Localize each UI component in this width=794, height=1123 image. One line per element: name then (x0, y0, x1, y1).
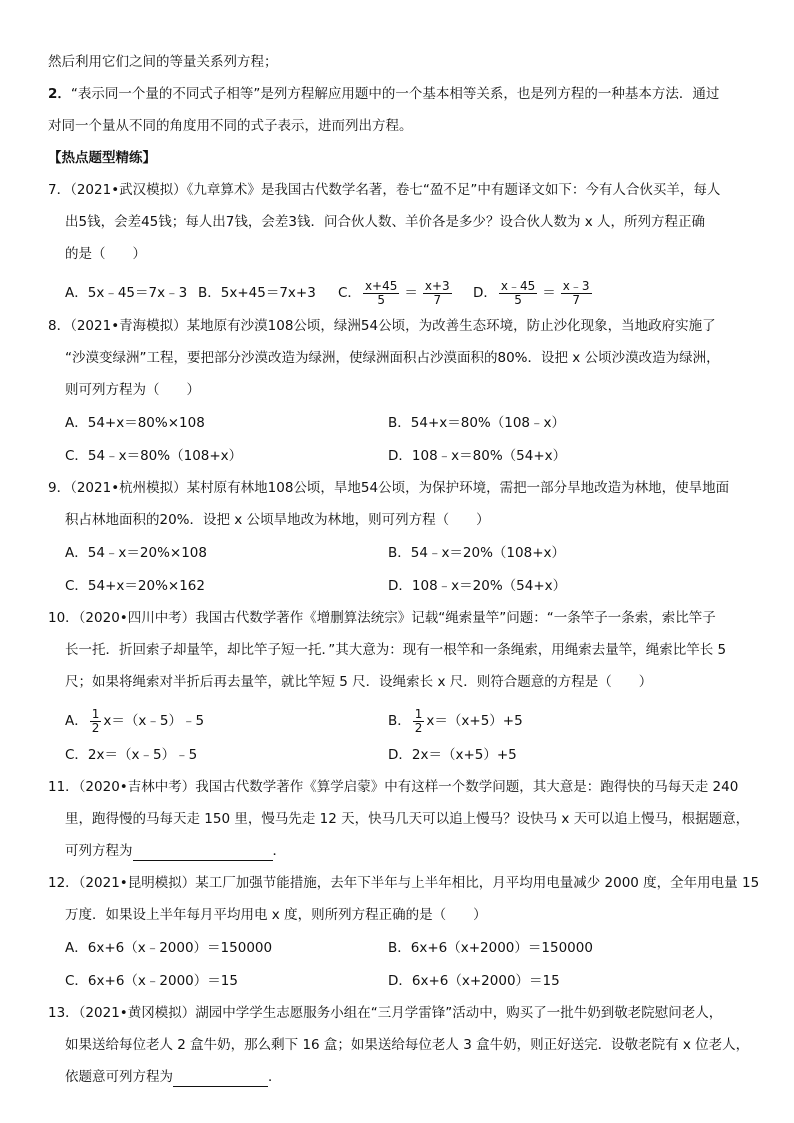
fraction (561, 280, 592, 307)
option-d[interactable] (473, 276, 594, 310)
intro-paragraph-2 (48, 84, 748, 104)
section-title: 【热点题型精练】 (48, 150, 156, 166)
option-a[interactable]: A．54+x＝80%×108 (65, 415, 205, 431)
question-10-line-3: 尺；如果将绳索对半折后再去量竿，就比竿短 5 尺．设绳索长 x 尺．则符合题意的方程是（ ） (65, 674, 653, 690)
option-a[interactable] (65, 704, 204, 738)
numerator: x﹣45 (500, 278, 536, 293)
question-8-line-2: “沙漠变绿洲”工程，要把部分沙漠改造为绿洲，使绿洲面积占沙漠面积的80%．设把 x 公顷沙漠改造为绿洲， (65, 350, 720, 366)
question-8-options-row-2 (48, 445, 748, 467)
option-label: A． (65, 713, 88, 729)
option-a[interactable]: A．5x﹣45＝7x﹣3 (65, 285, 188, 301)
equals-sign: ＝ (404, 285, 418, 301)
paragraph-number: 2． (48, 86, 71, 102)
document-page (48, 52, 760, 1099)
question-12-line-1: 12．（2021•昆明模拟）某工厂加强节能措施，去年下半年与上半年相比，月平均用电量减少 2000 度，全年用电量 15 (48, 875, 760, 891)
option-expression: x＝（x+5）+5 (426, 713, 523, 729)
line-text: 可列方程为 (65, 843, 133, 859)
denominator: 2 (414, 720, 423, 735)
fraction (413, 708, 425, 735)
question-7-line-2: 出5钱，会差45钱；每人出7钱，会差3钱．问合伙人数、羊价各是多少？设合伙人数为 x 人，所列方程正确 (65, 214, 706, 230)
question-10-options-row-2 (48, 744, 748, 766)
option-label: B． (388, 713, 411, 729)
option-label: C． (338, 285, 361, 301)
question-7-line-1: 7．（2021•武汉模拟）《九章算术》是我国古代数学名著，卷七“盈不足”中有题译文如下：今有人合伙买羊，每人 (48, 182, 721, 198)
option-b[interactable]: B．6x+6（x+2000）＝150000 (388, 940, 593, 956)
question-11-line-2: 里，跑得慢的马每天走 150 里，慢马先走 12 天，快马几天可以追上慢马？设快马 x 天可以追上慢马，根据题意， (65, 811, 750, 827)
numerator: x﹣3 (562, 278, 590, 293)
question-8-options-row-1 (48, 412, 748, 434)
question-10-options-row-1 (48, 704, 748, 738)
question-7-line-3: 的是（ ） (65, 246, 146, 262)
question-12-options-row-1 (48, 937, 748, 959)
question-10-line-1: 10．（2020•四川中考）我国古代数学著作《增删算法统宗》记载“绳索量竿”问题：“一条竿子一条索，索比竿子 (48, 610, 716, 626)
question-10-line-2: 长一托．折回索子却量竿，却比竿子短一托．”其大意为：现有一根竿和一条绳索，用绳索去量竿，绳索比竿长 5 (65, 642, 727, 658)
fraction (499, 280, 537, 307)
option-d[interactable]: D．2x＝（x+5）+5 (388, 747, 517, 763)
denominator: 7 (433, 292, 442, 307)
question-13-line-1: 13．（2021•黄冈模拟）湖园中学学生志愿服务小组在“三月学雷锋”活动中，购买了一批牛奶到敬老院慰问老人， (48, 1005, 723, 1021)
numerator: 1 (414, 706, 423, 721)
answer-blank[interactable] (173, 1070, 268, 1087)
option-c[interactable]: C．2x＝（x﹣5）﹣5 (65, 747, 198, 763)
fraction (90, 708, 102, 735)
option-b[interactable]: B．54+x＝80%（108﹣x） (388, 415, 566, 431)
question-12-options-row-2 (48, 970, 748, 992)
option-b[interactable]: B．54﹣x＝20%（108+x） (388, 545, 566, 561)
option-c[interactable]: C．54+x＝20%×162 (65, 578, 205, 594)
option-b[interactable]: B．5x+45＝7x+3 (198, 285, 316, 301)
option-expression: x＝（x﹣5）﹣5 (103, 713, 205, 729)
fraction (363, 280, 399, 307)
answer-blank[interactable] (133, 844, 273, 861)
paragraph-text: “表示同一个量的不同式子相等”是列方程解应用题中的一个基本相等关系，也是列方程的一种基本方法．通过 (70, 86, 720, 102)
question-11-line-1: 11．（2020•吉林中考）我国古代数学著作《算学启蒙》中有这样一个数学问题，其大意是：跑得快的马每天走 240 (48, 779, 739, 795)
option-label: D． (473, 285, 497, 301)
line-end: ． (268, 1069, 282, 1085)
option-c[interactable] (338, 276, 454, 310)
fraction (423, 280, 452, 307)
intro-line: 然后利用它们之间的等量关系列方程； (48, 54, 278, 70)
question-12-line-2: 万度．如果设上半年每月平均用电 x 度，则所列方程正确的是（ ） (65, 907, 487, 923)
question-9-line-1: 9．（2021•杭州模拟）某村原有林地108公顷，旱地54公顷，为保护环境，需把一部分旱地改造为林地，使旱地面 (48, 480, 730, 496)
numerator: x+45 (364, 278, 398, 293)
question-7-options (48, 276, 748, 310)
numerator: 1 (91, 706, 100, 721)
option-b[interactable] (388, 704, 523, 738)
denominator: 2 (91, 720, 100, 735)
option-d[interactable]: D．108﹣x＝20%（54+x） (388, 578, 567, 594)
intro-paragraph-2-cont: 对同一个量从不同的角度用不同的式子表示，进而列出方程。 (48, 118, 413, 134)
denominator: 7 (572, 292, 580, 307)
question-9-options-row-2 (48, 575, 748, 597)
option-c[interactable]: C．54﹣x＝80%（108+x） (65, 448, 243, 464)
question-9-line-2: 积占林地面积的20%．设把 x 公顷旱地改为林地，则可列方程（ ） (65, 512, 490, 528)
question-8-line-1: 8．（2021•青海模拟）某地原有沙漠108公顷，绿洲54公顷，为改善生态环境，防止沙化现象，当地政府实施了 (48, 318, 716, 334)
line-text: 依题意可列方程为 (65, 1069, 173, 1085)
option-d[interactable]: D．6x+6（x+2000）＝15 (388, 973, 560, 989)
option-a[interactable]: A．6x+6（x﹣2000）＝150000 (65, 940, 273, 956)
line-end: ． (272, 843, 286, 859)
question-13-line-3 (48, 1067, 748, 1087)
denominator: 5 (377, 292, 385, 307)
question-9-options-row-1 (48, 542, 748, 564)
denominator: 5 (514, 292, 522, 307)
question-13-line-2: 如果送给每位老人 2 盒牛奶，那么剩下 16 盒；如果送给每位老人 3 盒牛奶，则正好送完．设敬老院有 x 位老人， (65, 1037, 750, 1053)
option-d[interactable]: D．108﹣x＝80%（54+x） (388, 448, 567, 464)
question-11-line-3 (48, 841, 748, 861)
numerator: x+3 (424, 278, 450, 293)
question-8-line-3: 则可列方程为（ ） (65, 382, 200, 398)
option-a[interactable]: A．54﹣x＝20%×108 (65, 545, 207, 561)
option-c[interactable]: C．6x+6（x﹣2000）＝15 (65, 973, 238, 989)
equals-sign: ＝ (542, 285, 556, 301)
